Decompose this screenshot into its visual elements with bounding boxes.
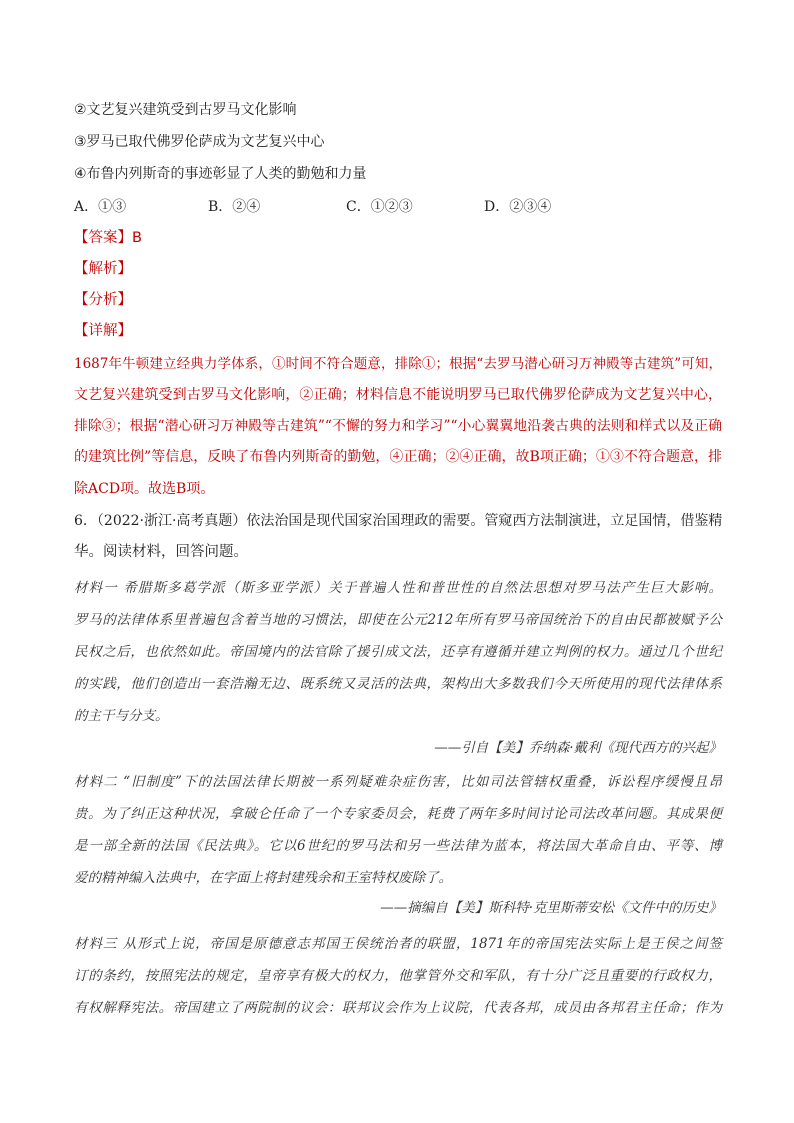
material-2-source: ——摘编自【美】斯科特·克里斯蒂安松《文件中的历史》 <box>380 900 722 916</box>
statement-4: ④布鲁内列斯奇的事迹彰显了人类的勤勉和力量 <box>74 166 367 182</box>
material-1-line-3: 民权之后，也依然如此。帝国境内的法官除了援引成文法，还享有遵循并建立判例的权力。通过几个世纪 <box>74 644 722 660</box>
analysis-label: 【解析】 <box>74 261 132 277</box>
detail-label: 【详解】 <box>74 323 132 339</box>
material-3-line-2: 订的条约，按照宪法的规定，皇帝享有极大的权力，他掌管外交和军队，有十分广泛且重要的行政权力， <box>74 968 722 984</box>
question-6-line-1: 6．（2022·浙江·高考真题）依法治国是现代国家治国理政的需要。管窥西方法制演进，立足国情，借鉴精 <box>74 513 723 529</box>
question-6-line-2: 华。阅读材料，回答问题。 <box>74 544 248 560</box>
material-2-line-1: 材料二 “旧制度”下的法国法律长期被一系列疑难杂症伤害，比如司法管辖权重叠，诉讼程序缓慢且昂 <box>74 774 722 790</box>
material-1-line-5: 的主干与分支。 <box>74 708 169 724</box>
explanation-line-2: 文艺复兴建筑受到古罗马文化影响，②正确；材料信息不能说明罗马已取代佛罗伦萨成为文艺复兴中心， <box>74 387 722 403</box>
material-1-line-4: 的实践，他们创造出一套浩瀚无边、既系统又灵活的法典，架构出大多数我们今天所使用的现代法律体系 <box>74 676 722 692</box>
statement-2: ②文艺复兴建筑受到古罗马文化影响 <box>74 102 297 118</box>
option-c: C．①②③ <box>346 199 413 215</box>
explanation-line-3: 排除③；根据“潜心研习万神殿等古建筑”“不懈的努力和学习”“小心翼翼地沿袭古典的法则和样式以及正确 <box>74 418 722 434</box>
fenxi-label: 【分析】 <box>74 292 132 308</box>
option-b: B．②④ <box>208 199 261 215</box>
material-2-line-4: 爱的精神编入法典中，在字面上将封建残余和王室特权废除了。 <box>74 870 452 886</box>
statement-3: ③罗马已取代佛罗伦萨成为文艺复兴中心 <box>74 134 325 150</box>
option-a: A．①③ <box>74 199 127 215</box>
material-1-line-1: 材料一 希腊斯多葛学派（斯多亚学派）关于普遍人性和普世性的自然法思想对罗马法产生巨大影响。 <box>74 580 722 596</box>
material-2-line-3: 是一部全新的法国《民法典》。它以6世纪的罗马法和另一些法律为蓝本，将法国大革命自由、平等、博 <box>74 838 722 854</box>
material-3-line-3: 有权解释宪法。帝国建立了两院制的议会：联邦议会作为上议院，代表各邦，成员由各邦君主任命；作为 <box>74 1000 722 1016</box>
explanation-line-4: 的建筑比例”等信息，反映了布鲁内列斯奇的勤勉，④正确；②④正确，故B项正确；①③不符合题意，排 <box>74 449 722 465</box>
material-1-line-2: 罗马的法律体系里普遍包含着当地的习惯法，即使在公元212年所有罗马帝国统治下的自由民都被赋予公 <box>74 612 722 628</box>
material-2-line-2: 贵。为了纠正这种状况，拿破仑任命了一个专家委员会，耗费了两年多时间讨论司法改革问题。其成果便 <box>74 806 722 822</box>
explanation-line-5: 除ACD项。故选B项。 <box>74 481 215 497</box>
material-3-line-1: 材料三 从形式上说，帝国是原德意志邦国王侯统治者的联盟，1871年的帝国宪法实际上是王侯之间签 <box>74 936 722 952</box>
explanation-line-1: 1687年牛顿建立经典力学体系，①时间不符合题意，排除①；根据“去罗马潜心研习万神殿等古建筑”可知， <box>74 356 722 372</box>
option-d: D．②③④ <box>484 199 552 215</box>
material-1-source: ——引自【美】乔纳森·戴利《现代西方的兴起》 <box>434 740 722 756</box>
answer-label: 【答案】B <box>74 230 142 246</box>
